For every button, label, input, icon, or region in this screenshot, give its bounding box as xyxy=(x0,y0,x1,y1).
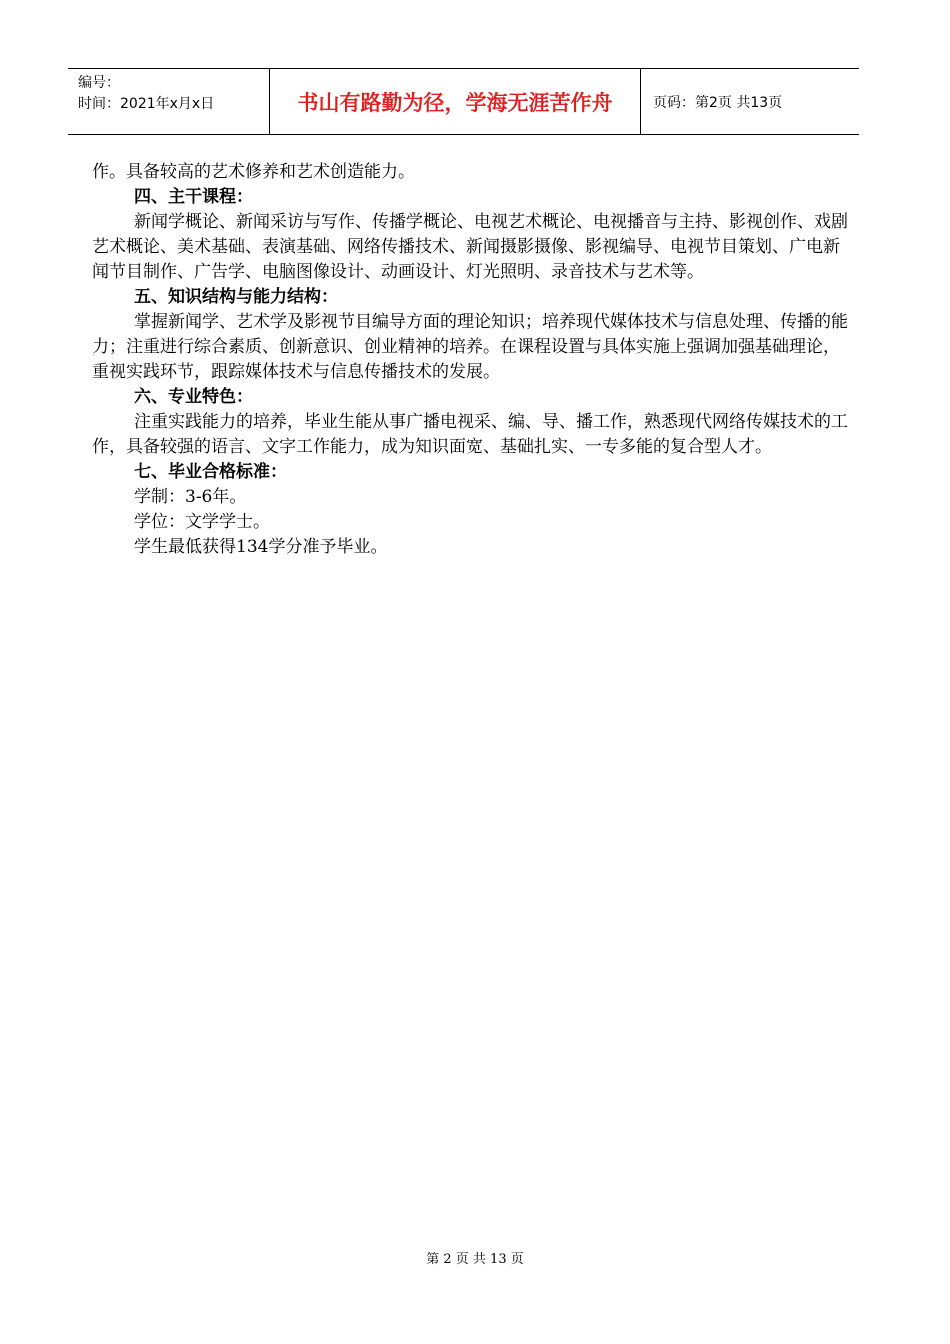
header-page-code: 页码：第2页 共13页 xyxy=(653,94,783,111)
section-body-knowledge-structure: 掌握新闻学、艺术学及影视节目编导方面的理论知识；培养现代媒体技术与信息处理、传播的能力；注重进行综合素质、创新意识、创业精神的培养。在课程设置与具体实施上强调加强基础理论，重视实践环节，跟踪媒体技术与信息传播技术的发展。 xyxy=(92,312,848,382)
graduation-credits: 学生最低获得134学分准予毕业。 xyxy=(134,537,388,557)
intro-tail-paragraph: 作。具备较高的艺术修养和艺术创造能力。 xyxy=(92,162,415,182)
document-number-label: 编号： xyxy=(78,75,120,91)
document-time-label: 时间：2021年x月x日 xyxy=(78,96,215,112)
section-heading-core-courses: 四、主干课程： xyxy=(134,187,253,207)
header-motto: 书山有路勤为径，学海无涯苦作舟 xyxy=(270,69,641,134)
section-heading-graduation-standard: 七、毕业合格标准： xyxy=(134,462,287,482)
page-header xyxy=(68,68,859,135)
document-body xyxy=(92,160,852,560)
section-heading-features: 六、专业特色： xyxy=(134,387,253,407)
graduation-degree: 学位：文学学士。 xyxy=(134,512,270,532)
section-body-features: 注重实践能力的培养，毕业生能从事广播电视采、编、导、播工作，熟悉现代网络传媒技术的工作，具备较强的语言、文字工作能力，成为知识面宽、基础扎实、一专多能的复合型人才。 xyxy=(92,412,848,457)
header-meta xyxy=(68,69,270,134)
graduation-duration: 学制：3-6年。 xyxy=(134,487,247,507)
section-heading-knowledge-structure: 五、知识结构与能力结构： xyxy=(134,287,338,307)
page-footer: 第 2 页 共 13 页 xyxy=(426,1252,524,1267)
section-body-core-courses: 新闻学概论、新闻采访与写作、传播学概论、电视艺术概论、电视播音与主持、影视创作、戏剧艺术概论、美术基础、表演基础、网络传播技术、新闻摄影摄像、影视编导、电视节目策划、广电新闻节目制作、广告学、电脑图像设计、动画设计、灯光照明、录音技术与艺术等。 xyxy=(92,212,848,282)
